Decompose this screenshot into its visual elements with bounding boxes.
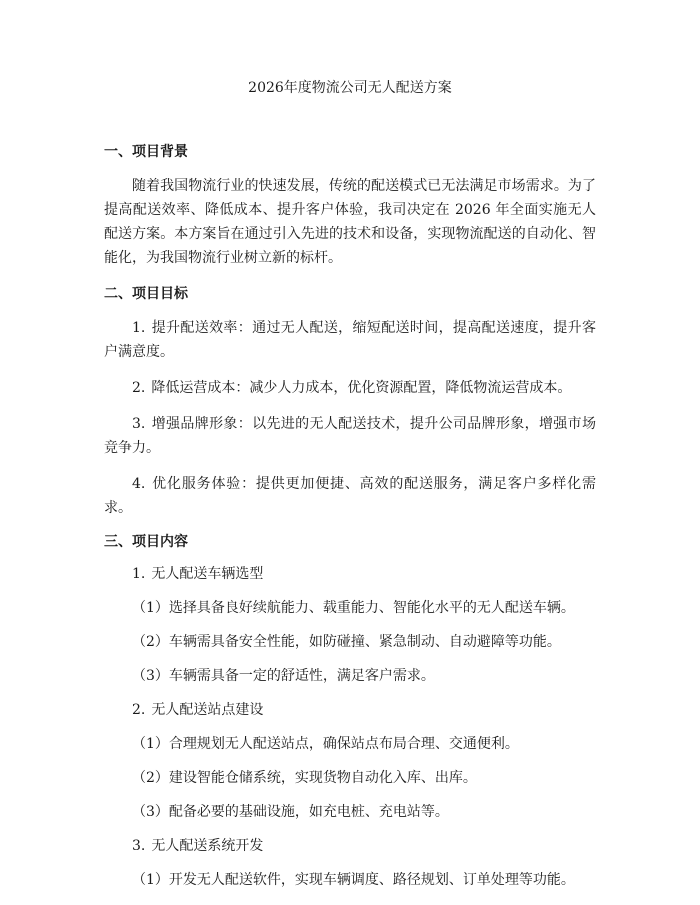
goal-number: 1. bbox=[132, 320, 146, 336]
list-item: （3）配备必要的基础设施，如充电桩、充电站等。 bbox=[132, 804, 449, 820]
list-item: （1）选择具备良好续航能力、载重能力、智能化水平的无人配送车辆。 bbox=[132, 600, 575, 616]
subsection-number: 1. bbox=[132, 566, 146, 582]
goal-text: 增强品牌形象：以先进的无人配送技术，提升公司品牌形象，增强市场竞争力。 bbox=[104, 416, 596, 456]
goal-text: 降低运营成本：减少人力成本，优化资源配置，降低物流运营成本。 bbox=[151, 380, 572, 396]
goal-text: 提升配送效率：通过无人配送，缩短配送时间，提高配送速度，提升客户满意度。 bbox=[104, 320, 596, 360]
list-item: （1）开发无人配送软件，实现车辆调度、路径规划、订单处理等功能。 bbox=[132, 872, 575, 888]
goal-number: 2. bbox=[132, 380, 146, 396]
subsection-title: 无人配送站点建设 bbox=[151, 702, 264, 718]
subsection-title: 无人配送车辆选型 bbox=[151, 566, 264, 582]
list-item: （2）建设智能仓储系统，实现货物自动化入库、出库。 bbox=[132, 770, 477, 786]
subsection-heading-station-construction bbox=[104, 700, 596, 720]
list-item: （1）合理规划无人配送站点，确保站点布局合理、交通便利。 bbox=[132, 736, 519, 752]
goal-item bbox=[104, 316, 596, 364]
goal-number: 3. bbox=[132, 416, 146, 432]
subsection-number: 3. bbox=[132, 838, 146, 854]
section-heading-background: 一、项目背景 bbox=[104, 144, 188, 160]
list-item: （3）车辆需具备一定的舒适性，满足客户需求。 bbox=[132, 668, 435, 684]
section-heading-goals: 二、项目目标 bbox=[104, 286, 188, 302]
goal-item bbox=[104, 472, 596, 520]
subsection-title: 无人配送系统开发 bbox=[151, 838, 264, 854]
subsection-heading-system-development bbox=[104, 836, 596, 856]
list-item: （2）车辆需具备安全性能，如防碰撞、紧急制动、自动避障等功能。 bbox=[132, 634, 561, 650]
goal-item bbox=[104, 376, 596, 400]
goal-item bbox=[104, 412, 596, 460]
subsection-heading-vehicle-selection bbox=[104, 564, 596, 584]
section-heading-content: 三、项目内容 bbox=[104, 534, 188, 550]
background-paragraph: 随着我国物流行业的快速发展，传统的配送模式已无法满足市场需求。为了提高配送效率、降低成本、提升客户体验，我司决定在 2026 年全面实施无人配送方案。本方案旨在通过引入先进的技术和设备，实现物流配送的自动化、智能化，为我国物流行业树立新的标杆。 bbox=[104, 178, 596, 266]
goal-number: 4. bbox=[132, 476, 146, 492]
goal-text: 优化服务体验：提供更加便捷、高效的配送服务，满足客户多样化需求。 bbox=[104, 476, 596, 516]
subsection-number: 2. bbox=[132, 702, 146, 718]
document-title: 2026年度物流公司无人配送方案 bbox=[248, 80, 452, 96]
